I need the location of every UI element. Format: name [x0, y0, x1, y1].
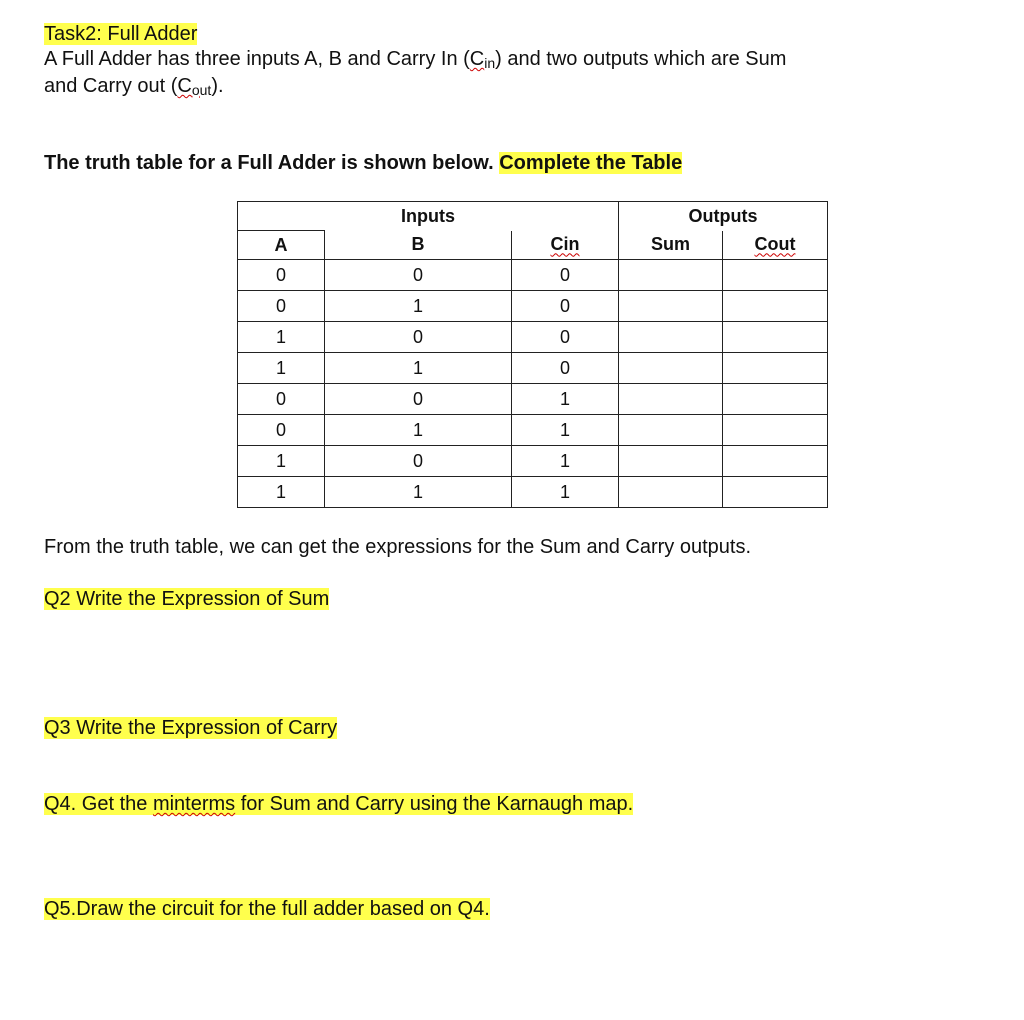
question-5: Q5.Draw the circuit for the full adder based on Q4.	[44, 898, 490, 920]
cell-cout[interactable]	[723, 384, 828, 415]
cell-cin: 0	[512, 291, 619, 322]
question-3: Q3 Write the Expression of Carry	[44, 717, 338, 739]
cell-sum[interactable]	[619, 384, 723, 415]
truth-table	[237, 201, 828, 508]
cell-cin: 1	[512, 415, 619, 446]
cell-cout[interactable]	[723, 260, 828, 291]
cout-symbol: $C_{out}$	[177, 75, 212, 98]
cell-cin: 0	[512, 260, 619, 291]
cell-b: 0	[325, 384, 512, 415]
cell-a: 1	[238, 322, 325, 353]
cell-a: 0	[238, 384, 325, 415]
table-intro: The truth table for a Full Adder is shown below. Complete the Table	[44, 152, 683, 174]
cell-b: 0	[325, 322, 512, 353]
cell-sum[interactable]	[619, 477, 723, 508]
cell-a: 0	[238, 260, 325, 291]
cell-a: 0	[238, 415, 325, 446]
cell-cin: 0	[512, 353, 619, 384]
table-row	[238, 353, 828, 384]
body-text: From the truth table, we can get the expressions for the Sum and Carry outputs.	[44, 536, 752, 558]
col-sum-header: Sum	[619, 231, 723, 260]
cell-cin: 1	[512, 446, 619, 477]
question-2: Q2 Write the Expression of Sum	[44, 588, 330, 610]
table-row	[238, 415, 828, 446]
cell-cout[interactable]	[723, 446, 828, 477]
table-row	[238, 446, 828, 477]
cell-a: 0	[238, 291, 325, 322]
col-cin-header: Cin	[512, 231, 619, 260]
cell-sum[interactable]	[619, 353, 723, 384]
cell-cin: 1	[512, 384, 619, 415]
cell-cout[interactable]	[723, 322, 828, 353]
cell-sum[interactable]	[619, 446, 723, 477]
cell-sum[interactable]	[619, 415, 723, 446]
cell-b: 1	[325, 353, 512, 384]
intro-line-1: A Full Adder has three inputs A, B and Carry In $(C_{in})$ and two outputs which are Sum	[44, 48, 787, 71]
cell-cout[interactable]	[723, 291, 828, 322]
cell-a: 1	[238, 477, 325, 508]
col-b-header: B	[325, 231, 512, 260]
question-4: Q4. Get the minterms for Sum and Carry using the Karnaugh map.	[44, 793, 634, 815]
cell-b: 0	[325, 260, 512, 291]
table-row	[238, 384, 828, 415]
col-cout-header: Cout	[723, 231, 828, 260]
col-a-header: A	[238, 231, 325, 260]
cell-a: 1	[238, 353, 325, 384]
cell-cout[interactable]	[723, 477, 828, 508]
table-row	[238, 291, 828, 322]
cell-cin: 0	[512, 322, 619, 353]
intro-line-2: and Carry out $(C_{out})$.	[44, 75, 224, 98]
table-row	[238, 322, 828, 353]
cell-sum[interactable]	[619, 322, 723, 353]
cell-b: 0	[325, 446, 512, 477]
cell-sum[interactable]	[619, 291, 723, 322]
cell-cin: 1	[512, 477, 619, 508]
cell-b: 1	[325, 477, 512, 508]
cell-cout[interactable]	[723, 353, 828, 384]
outputs-header: Outputs	[619, 202, 828, 231]
cell-sum[interactable]	[619, 260, 723, 291]
cin-symbol: $C_{in}$	[469, 48, 496, 71]
task-title: Task2: Full Adder	[44, 23, 198, 45]
cell-cout[interactable]	[723, 415, 828, 446]
cell-a: 1	[238, 446, 325, 477]
table-row	[238, 477, 828, 508]
complete-table-highlight: Complete the Table	[499, 152, 683, 174]
cell-b: 1	[325, 291, 512, 322]
cell-b: 1	[325, 415, 512, 446]
table-row	[238, 260, 828, 291]
inputs-header: Inputs	[238, 202, 619, 231]
